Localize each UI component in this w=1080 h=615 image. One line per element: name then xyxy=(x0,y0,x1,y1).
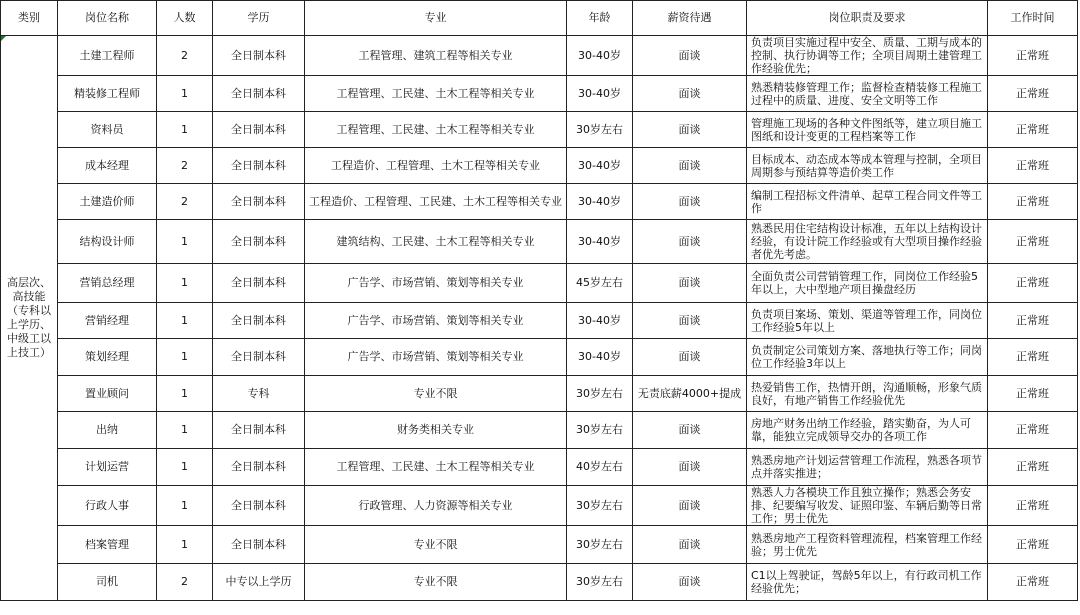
table-row xyxy=(1,148,1078,184)
cell-marker-icon xyxy=(1,36,6,41)
hours-cell: 正常班 xyxy=(988,486,1078,526)
duty-cell: 编制工程招标文件清单、起草工程合同文件等工作 xyxy=(747,184,988,220)
duty-cell: 房地产财务出纳工作经验，踏实勤奋，为人可靠，能独立完成领导交办的各项工作 xyxy=(747,412,988,449)
job-title-cell: 结构设计师 xyxy=(58,220,157,264)
duty-cell: 负责项目实施过程中安全、质量、工期与成本的控制、执行协调等工作；全项目周期土建管理工作经验优先； xyxy=(747,36,988,76)
salary-cell: 面谈 xyxy=(633,526,747,564)
hours-cell: 正常班 xyxy=(988,526,1078,564)
table-row xyxy=(1,526,1078,564)
job-title-cell: 策划经理 xyxy=(58,339,157,376)
headcount-cell: 1 xyxy=(157,526,213,564)
job-title-cell: 精装修工程师 xyxy=(58,76,157,112)
table-row xyxy=(1,564,1078,601)
headcount-cell: 1 xyxy=(157,220,213,264)
header-major: 专业 xyxy=(305,1,567,36)
headcount-cell: 2 xyxy=(157,148,213,184)
table-row xyxy=(1,376,1078,412)
salary-cell: 面谈 xyxy=(633,449,747,486)
headcount-cell: 2 xyxy=(157,184,213,220)
table-row xyxy=(1,449,1078,486)
major-cell: 财务类相关专业 xyxy=(305,412,567,449)
hours-cell: 正常班 xyxy=(988,264,1078,303)
age-cell: 30-40岁 xyxy=(567,36,633,76)
major-cell: 工程管理、工民建、土木工程等相关专业 xyxy=(305,76,567,112)
job-title-cell: 置业顾问 xyxy=(58,376,157,412)
duty-cell: 目标成本、动态成本等成本管理与控制，全项目周期参与预结算等造价类工作 xyxy=(747,148,988,184)
hours-cell: 正常班 xyxy=(988,112,1078,148)
headcount-cell: 1 xyxy=(157,339,213,376)
hours-cell: 正常班 xyxy=(988,564,1078,601)
headcount-cell: 1 xyxy=(157,112,213,148)
job-title-cell: 档案管理 xyxy=(58,526,157,564)
table-row xyxy=(1,112,1078,148)
education-cell: 全日制本科 xyxy=(213,112,305,148)
salary-cell: 面谈 xyxy=(633,339,747,376)
salary-cell: 面谈 xyxy=(633,564,747,601)
duty-cell: 热爱销售工作，热情开朗，沟通顺畅，形象气质良好，有地产销售工作经验优先 xyxy=(747,376,988,412)
hours-cell: 正常班 xyxy=(988,220,1078,264)
age-cell: 30岁左右 xyxy=(567,526,633,564)
headcount-cell: 1 xyxy=(157,264,213,303)
salary-cell: 面谈 xyxy=(633,412,747,449)
major-cell: 工程造价、工程管理、工民建、土木工程等相关专业 xyxy=(305,184,567,220)
hours-cell: 正常班 xyxy=(988,303,1078,339)
salary-cell: 无责底薪4000+提成 xyxy=(633,376,747,412)
age-cell: 30岁左右 xyxy=(567,376,633,412)
category-cell: 高层次、高技能（专科以上学历、中级工以上技工） xyxy=(1,36,58,601)
education-cell: 专科 xyxy=(213,376,305,412)
duty-cell: 管理施工现场的各种文件图纸等，建立项目施工图纸和设计变更的工程档案等工作 xyxy=(747,112,988,148)
table-row xyxy=(1,412,1078,449)
duty-cell: 负责制定公司策划方案、落地执行等工作；同岗位工作经验3年以上 xyxy=(747,339,988,376)
hours-cell: 正常班 xyxy=(988,184,1078,220)
job-title-cell: 土建工程师 xyxy=(58,36,157,76)
hours-cell: 正常班 xyxy=(988,449,1078,486)
duty-cell: 熟悉精装修管理工作；监督检查精装修工程施工过程中的质量、进度、安全文明等工作 xyxy=(747,76,988,112)
hours-cell: 正常班 xyxy=(988,148,1078,184)
education-cell: 全日制本科 xyxy=(213,303,305,339)
job-title-cell: 资料员 xyxy=(58,112,157,148)
education-cell: 全日制本科 xyxy=(213,486,305,526)
table-body xyxy=(1,36,1078,601)
age-cell: 30-40岁 xyxy=(567,76,633,112)
education-cell: 全日制本科 xyxy=(213,526,305,564)
salary-cell: 面谈 xyxy=(633,220,747,264)
table-row xyxy=(1,264,1078,303)
headcount-cell: 1 xyxy=(157,486,213,526)
salary-cell: 面谈 xyxy=(633,36,747,76)
education-cell: 全日制本科 xyxy=(213,148,305,184)
age-cell: 30-40岁 xyxy=(567,220,633,264)
hours-cell: 正常班 xyxy=(988,376,1078,412)
job-title-cell: 土建造价师 xyxy=(58,184,157,220)
hours-cell: 正常班 xyxy=(988,36,1078,76)
education-cell: 中专以上学历 xyxy=(213,564,305,601)
age-cell: 30-40岁 xyxy=(567,303,633,339)
major-cell: 工程管理、建筑工程等相关专业 xyxy=(305,36,567,76)
table-row xyxy=(1,486,1078,526)
hours-cell: 正常班 xyxy=(988,412,1078,449)
education-cell: 全日制本科 xyxy=(213,449,305,486)
headcount-cell: 2 xyxy=(157,564,213,601)
major-cell: 工程管理、工民建、土木工程等相关专业 xyxy=(305,449,567,486)
education-cell: 全日制本科 xyxy=(213,412,305,449)
major-cell: 专业不限 xyxy=(305,526,567,564)
salary-cell: 面谈 xyxy=(633,112,747,148)
duty-cell: 熟悉房地产工程资料管理流程，档案管理工作经验；男士优先 xyxy=(747,526,988,564)
education-cell: 全日制本科 xyxy=(213,339,305,376)
duty-cell: 负责项目案场、策划、渠道等管理工作，同岗位工作经验5年以上 xyxy=(747,303,988,339)
duty-cell: C1以上驾驶证，驾龄5年以上，有行政司机工作经验优先； xyxy=(747,564,988,601)
major-cell: 专业不限 xyxy=(305,376,567,412)
salary-cell: 面谈 xyxy=(633,486,747,526)
education-cell: 全日制本科 xyxy=(213,184,305,220)
salary-cell: 面谈 xyxy=(633,184,747,220)
job-title-cell: 司机 xyxy=(58,564,157,601)
duty-cell: 熟悉民用住宅结构设计标准，五年以上结构设计经验，有设计院工作经验或有大型项目操作经验者优先考虑。 xyxy=(747,220,988,264)
duty-cell: 熟悉人力各模块工作且独立操作；熟悉会务安排、纪要编写收发、证照印鉴、车辆后勤等日常工作；男士优先 xyxy=(747,486,988,526)
hours-cell: 正常班 xyxy=(988,339,1078,376)
duty-cell: 全面负责公司营销管理工作，同岗位工作经验5年以上，大中型地产项目操盘经历 xyxy=(747,264,988,303)
age-cell: 40岁左右 xyxy=(567,449,633,486)
table-row xyxy=(1,36,1078,76)
headcount-cell: 1 xyxy=(157,376,213,412)
duty-cell: 熟悉房地产计划运营管理工作流程，熟悉各项节点并落实推进； xyxy=(747,449,988,486)
age-cell: 30岁左右 xyxy=(567,486,633,526)
major-cell: 广告学、市场营销、策划等相关专业 xyxy=(305,264,567,303)
job-title-cell: 营销经理 xyxy=(58,303,157,339)
salary-cell: 面谈 xyxy=(633,76,747,112)
headcount-cell: 1 xyxy=(157,412,213,449)
table-row xyxy=(1,220,1078,264)
education-cell: 全日制本科 xyxy=(213,76,305,112)
table-row xyxy=(1,184,1078,220)
header-salary: 薪资待遇 xyxy=(633,1,747,36)
job-title-cell: 行政人事 xyxy=(58,486,157,526)
headcount-cell: 1 xyxy=(157,303,213,339)
job-title-cell: 出纳 xyxy=(58,412,157,449)
headcount-cell: 1 xyxy=(157,449,213,486)
header-title: 岗位名称 xyxy=(58,1,157,36)
header-education: 学历 xyxy=(213,1,305,36)
age-cell: 30-40岁 xyxy=(567,339,633,376)
salary-cell: 面谈 xyxy=(633,303,747,339)
salary-cell: 面谈 xyxy=(633,148,747,184)
major-cell: 专业不限 xyxy=(305,564,567,601)
age-cell: 30岁左右 xyxy=(567,112,633,148)
age-cell: 30-40岁 xyxy=(567,148,633,184)
major-cell: 工程管理、工民建、土木工程等相关专业 xyxy=(305,112,567,148)
salary-cell: 面谈 xyxy=(633,264,747,303)
headcount-cell: 2 xyxy=(157,36,213,76)
headcount-cell: 1 xyxy=(157,76,213,112)
education-cell: 全日制本科 xyxy=(213,36,305,76)
major-cell: 广告学、市场营销、策划等相关专业 xyxy=(305,303,567,339)
job-title-cell: 成本经理 xyxy=(58,148,157,184)
education-cell: 全日制本科 xyxy=(213,220,305,264)
job-title-cell: 计划运营 xyxy=(58,449,157,486)
header-row xyxy=(1,1,1078,36)
table-row xyxy=(1,76,1078,112)
header-hours: 工作时间 xyxy=(988,1,1078,36)
major-cell: 工程造价、工程管理、土木工程等相关专业 xyxy=(305,148,567,184)
table-row xyxy=(1,339,1078,376)
header-category: 类别 xyxy=(1,1,58,36)
header-count: 人数 xyxy=(157,1,213,36)
job-title-cell: 营销总经理 xyxy=(58,264,157,303)
major-cell: 建筑结构、工民建、土木工程等相关专业 xyxy=(305,220,567,264)
major-cell: 广告学、市场营销、策划等相关专业 xyxy=(305,339,567,376)
age-cell: 30岁左右 xyxy=(567,564,633,601)
header-duty: 岗位职责及要求 xyxy=(747,1,988,36)
header-age: 年龄 xyxy=(567,1,633,36)
major-cell: 行政管理、人力资源等相关专业 xyxy=(305,486,567,526)
education-cell: 全日制本科 xyxy=(213,264,305,303)
age-cell: 30岁左右 xyxy=(567,412,633,449)
age-cell: 45岁左右 xyxy=(567,264,633,303)
hours-cell: 正常班 xyxy=(988,76,1078,112)
table-row xyxy=(1,303,1078,339)
age-cell: 30-40岁 xyxy=(567,184,633,220)
